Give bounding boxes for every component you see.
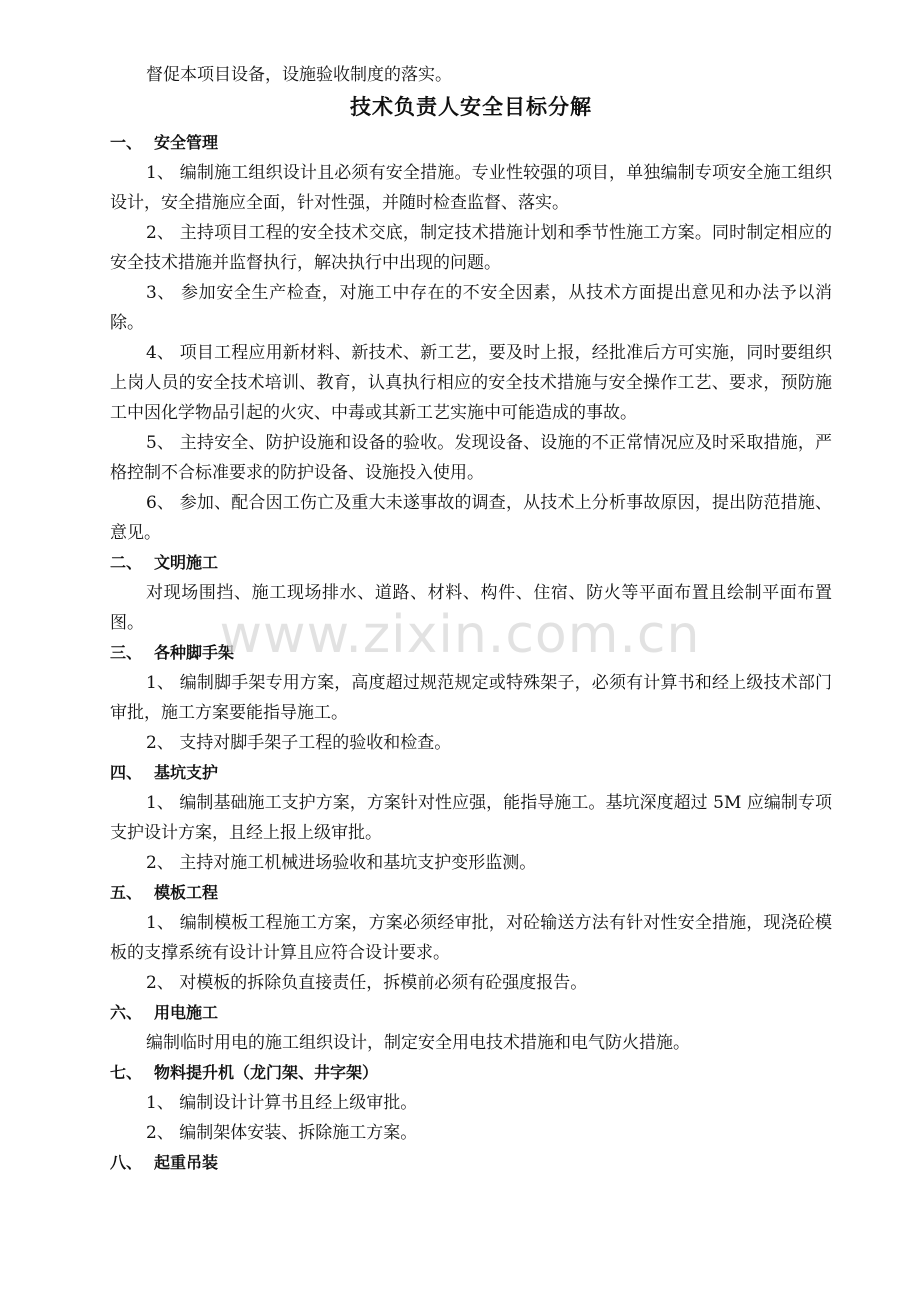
section-number: 四、: [110, 763, 143, 782]
section-number: 一、: [110, 133, 143, 152]
section-heading: [110, 758, 832, 788]
section-paragraph: 5、 主持安全、防护设施和设备的验收。发现设备、设施的不正常情况应及时采取措施，严格控制不合标准要求的防护设备、设施投入使用。: [110, 433, 832, 483]
section-heading-text: 基坑支护: [154, 763, 219, 782]
section-heading: [110, 1058, 832, 1088]
section-paragraph: 1、 编制模板工程施工方案，方案必须经审批，对砼输送方法有针对性安全措施，现浇砼模板的支撑系统有设计计算且应符合设计要求。: [110, 913, 832, 963]
document-title: 技术负责人安全目标分解: [350, 95, 592, 119]
section-heading-text: 物料提升机（龙门架、井字架）: [154, 1063, 379, 1082]
section-paragraph: 3、 参加安全生产检查，对施工中存在的不安全因素，从技术方面提出意见和办法予以消除。: [110, 283, 832, 333]
section-heading-text: 用电施工: [154, 1003, 219, 1022]
section-paragraph: 2、 对模板的拆除负直接责任，拆模前必须有砼强度报告。: [146, 973, 588, 993]
section-heading: [110, 1148, 832, 1178]
section-paragraph: 2、 编制架体安装、拆除施工方案。: [146, 1123, 418, 1143]
section-heading-text: 模板工程: [154, 883, 219, 902]
intro-line: 督促本项目设备，设施验收制度的落实。: [146, 65, 452, 85]
watermark: www.zixin.com.cn: [219, 605, 701, 665]
section-paragraph: 6、 参加、配合因工伤亡及重大未遂事故的调查，从技术上分析事故原因，提出防范措施、意见。: [110, 493, 832, 543]
section-paragraph: 1、 编制施工组织设计且必须有安全措施。专业性较强的项目，单独编制专项安全施工组织设计，安全措施应全面，针对性强，并随时检查监督、落实。: [110, 163, 832, 213]
sections-container: [110, 128, 832, 1178]
section-paragraph: 对现场围挡、施工现场排水、道路、材料、构件、住宿、防火等平面布置且绘制平面布置图。: [110, 583, 832, 633]
section-heading: [110, 128, 832, 158]
section-paragraph: 编制临时用电的施工组织设计，制定安全用电技术措施和电气防火措施。: [146, 1033, 690, 1053]
section-paragraph: 2、 主持项目工程的安全技术交底，制定技术措施计划和季节性施工方案。同时制定相应的安全技术措施并监督执行，解决执行中出现的问题。: [110, 223, 832, 273]
section-heading: [110, 548, 832, 578]
section-number: 七、: [110, 1063, 143, 1082]
section-number: 五、: [110, 883, 143, 902]
section-paragraph: 1、 编制脚手架专用方案，高度超过规范规定或特殊架子，必须有计算书和经上级技术部门审批，施工方案要能指导施工。: [110, 673, 832, 723]
section-heading-text: 安全管理: [154, 133, 219, 152]
section-paragraph: 2、 支持对脚手架子工程的验收和检查。: [146, 733, 452, 753]
section-paragraph: 1、 编制设计计算书且经上级审批。: [146, 1093, 418, 1113]
section-heading-text: 文明施工: [154, 553, 219, 572]
section-paragraph: 1、 编制基础施工支护方案，方案针对性应强，能指导施工。基坑深度超过 5M 应编制专项支护设计方案，且经上报上级审批。: [110, 793, 832, 843]
section-paragraph: 2、 主持对施工机械进场验收和基坑支护变形监测。: [146, 853, 537, 873]
section-heading-text: 各种脚手架: [154, 643, 235, 662]
section-number: 三、: [110, 643, 143, 662]
section-number: 六、: [110, 1003, 143, 1022]
section-heading: [110, 638, 832, 668]
section-paragraph: 4、 项目工程应用新材料、新技术、新工艺，要及时上报，经批准后方可实施，同时要组织上岗人员的安全技术培训、教育，认真执行相应的安全技术措施与安全操作工艺、要求，预防施工中因化学物品引起的火灾、中毒或其新工艺实施中可能造成的事故。: [110, 343, 832, 423]
section-heading: [110, 998, 832, 1028]
section-number: 八、: [110, 1153, 143, 1172]
section-number: 二、: [110, 553, 143, 572]
section-heading: [110, 878, 832, 908]
document-page: [110, 60, 832, 1178]
section-heading-text: 起重吊装: [154, 1153, 219, 1172]
